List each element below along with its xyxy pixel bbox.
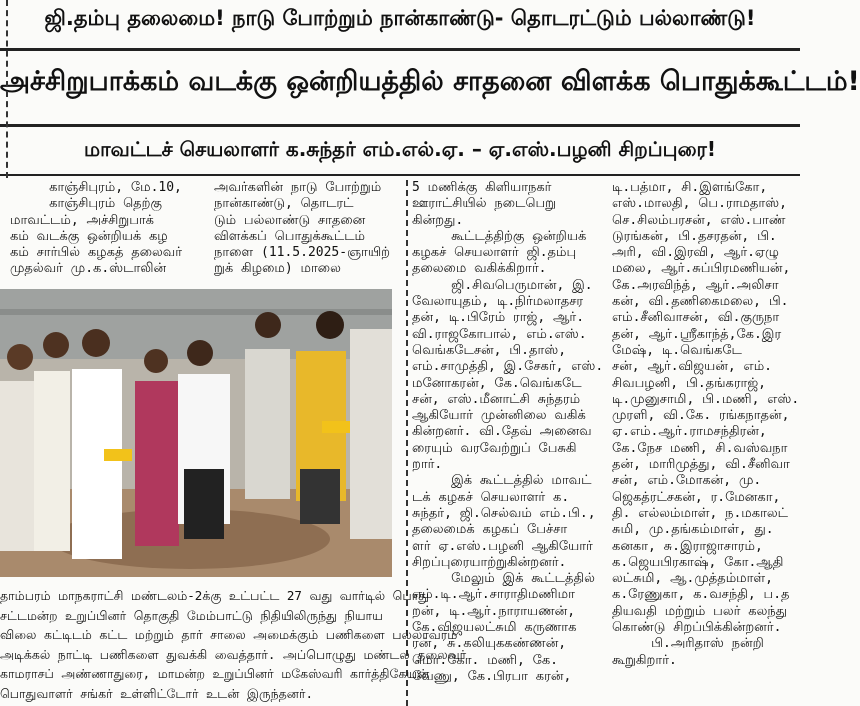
news-photo — [0, 289, 392, 577]
article-column-3: 5 மணிக்கு கிளியாநகர் ஊராட்சியில் நடைபெறு கின்றது. கூட்டத்திற்கு ஒன்றியக் கழகச் செயலாளர் ஜி.தம்பு தலைமை வகிக்கிறார். ஜி.சிவபெருமான், இ. வேலாயுதம், டி.நிர்மலாதசர தன், டி.பிரேம் ராஜ், ஆர். வி.ராஜகோபால், எம்.எஸ். வெங்கடேசன், பி.தாஸ், எம்.சாமுத்தி, இ.சேகர், எஸ். மனோகரன், கே.வெங்கடே சன், எஸ்.மீனாட்சி சுந்தரம் ஆகியோர் முன்னிலை வகிக் கின்றனர். வி.தேவ் அனைவ ரையும் வரவேற்றுப் பேசுகி றார். இக் கூட்டத்தில் மாவட் டக் கழகச் செயலாளர் க. சுந்தர், ஜி.செல்வம் எம்.பி., தலைமைக் கழகப் பேச்சா ளர் ஏ.எஸ்.பழனி ஆகியோர் சிறப்புரையாற்றுகின்றனர். மேலும் இக் கூட்டத்தில் எம்.டி.ஆர்.சாராதிமணிமா றன், டி.ஆர்.நாராயணன், கே.விஜயலட்சுமி கருணாக ரன், சு.கலியுககண்ணன், மொ.கோ. மணி, கே. வேணு, கே.பிரபா கரன், — [412, 180, 604, 684]
headline-rule — [0, 174, 800, 176]
article-column-4: டி.பத்மா, சி.இளங்கோ, எஸ்.மாலதி, பெ.ராமதாஸ், செ.சிலம்பரசன், எஸ்.பாண் டுரங்கன், பி.தசரதன், பி. அரி, வி.இரவி, ஆர்.ஏழு மலை, ஆர்.சுப்பிரமணியன், கே.அரவிந்த், ஆர்.அலிசா கன், வி.தணிகைமலை, பி. எம்.சீனிவாசன், வி.குருநா தன், ஆர்.ஸ்ரீகாந்த்,கே.இர மேஷ், டி.வெங்கடே சன், ஆர்.விஜயன், எம். சிவபழனி, பி.தங்கராஜ், டி.முனுசாமி, பி.மணி, எஸ். முரளி, வி.கே. ரங்கநாதன், ஏ.எம்.ஆர்.ராமசந்திரன், கே.நேச மணி, சி.வஸ்வநா தன், மாரிமுத்து, வி.சீனிவா சன், எம்.மோகன், மு. ஜெகத்ரட்சகன், ர.மேனகா, தி. எல்லம்மாள், ந.மகாலட் சுமி, மு.தங்கம்மாள், து. கனகா, சு.இராஜாசாரம், க.ஜெயபிரகாஷ், கோ.ஆதி லட்சுமி, ஆ.முத்தம்மாள், க.ரேணுகா, க.வசந்தி, ப.த தியவதி மற்றும் பலர் கலந்து கொண்டு சிறப்பிக்கின்றனர். பி.அரிதாஸ் நன்றி கூறுகிறார். — [612, 180, 800, 668]
headline-rule — [0, 48, 800, 51]
article-column-1: காஞ்சிபுரம், மே.10, காஞ்சிபுரம் தெற்கு மாவட்டம், அச்சிறுபாக் கம் வடக்கு ஒன்றியக் கழ கம் சார்பில் கழகத் தலைவர் முதல்வர் மு.க.ஸ்டாலின் — [10, 180, 183, 277]
photo-caption: தாம்பரம் மாநகராட்சி மண்டலம்-2க்கு உட்பட்ட 27 வது வார்டில் பொது சட்டமன்ற உறுப்பினர் தொகுதி மேம்பாட்டு நிதியிலிருந்து நியாய விலை கட்டிடம் கட்ட மற்றும் தார் சாலை அமைக்கும் பணிகளை பல்லாவரம் அடிக்கல் நாட்டி பணிகளை துவக்கி வைத்தார். அப்பொழுது மண்டல தலைவர் காமராசப் அண்ணாதுரை, மாமன்ற உறுப்பினர் மகேஸ்வரி கார்த்திகேயன் பொதுவாளர் சங்கர் உள்ளிட்டோர் உடன் இருந்தனர். — [0, 588, 467, 701]
sub-headline: மாவட்டச் செயலாளர் க.சுந்தர் எம்.எல்.ஏ. – ஏ.எஸ்.பழனி சிறப்புரை! — [84, 137, 716, 161]
column-divider — [6, 0, 8, 178]
article-column-2: அவர்களின் நாடு போற்றும் நான்காண்டு, தொடரட் டும் பல்லாண்டு சாதனை விளக்கப் பொதுக்கூட்டம் நாளை (11.5.2025-ஞாயிற் றுக் கிழமை) மாலை — [214, 180, 391, 277]
top-headline: ஜி.தம்பு தலைமை! நாடு போற்றும் நான்காண்டு- தொடரட்டும் பல்லாண்டு! — [44, 6, 756, 30]
main-headline: அச்சிறுபாக்கம் வடக்கு ஒன்றியத்தில் சாதனை விளக்க பொதுக்கூட்டம்! — [0, 66, 860, 97]
headline-rule — [0, 124, 800, 127]
